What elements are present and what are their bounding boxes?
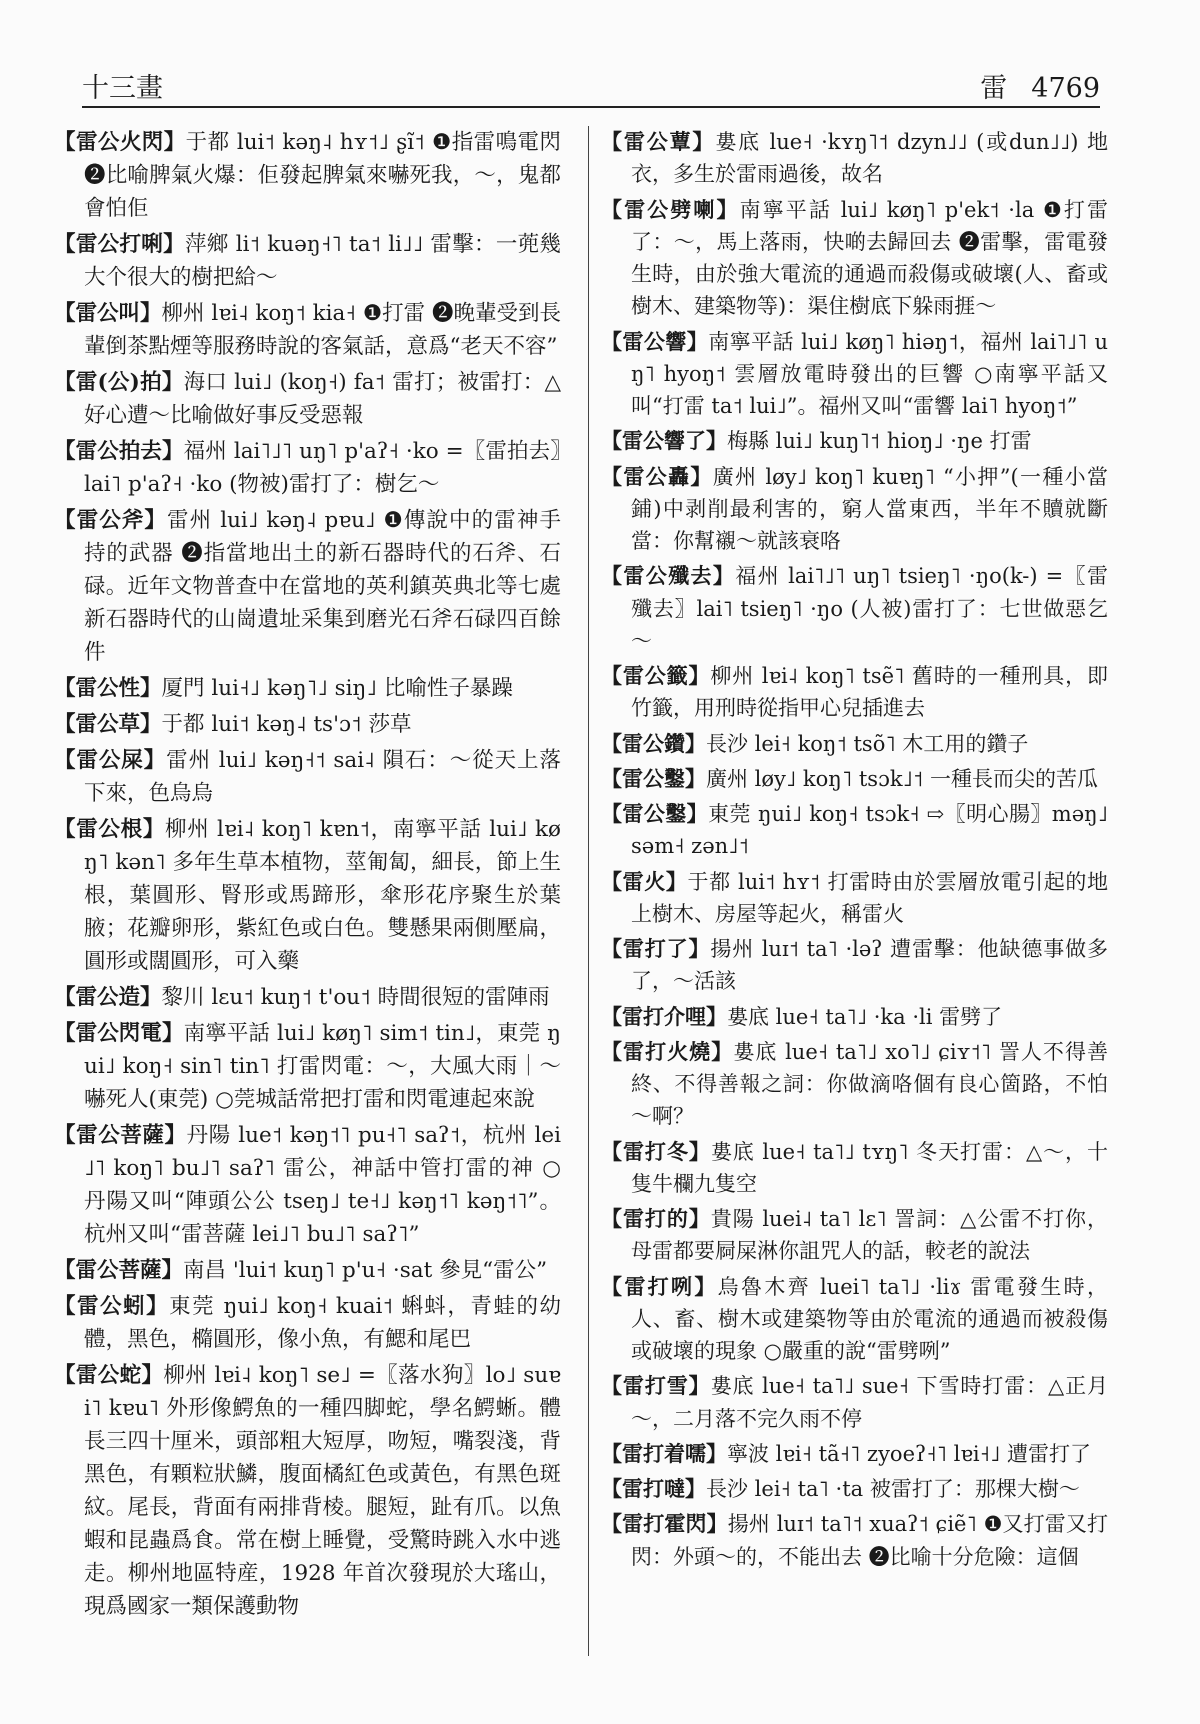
entry-headword: 【雷公叫】	[54, 301, 162, 326]
running-head	[980, 66, 1100, 105]
entry-headword: 【雷打冬】	[601, 1138, 711, 1164]
entry-text: 揚州 luɪ˦ ta˥ ·ləʔ 遭雷擊：他缺德事做多了，～活該	[631, 937, 1108, 994]
left-column	[54, 126, 561, 1626]
entry-headword: 【雷(公)拍】	[54, 370, 184, 395]
entry-headword: 【雷公響了】	[601, 428, 727, 454]
entry	[601, 798, 1108, 863]
entry	[54, 1359, 561, 1623]
entry-headword: 【雷公造】	[54, 985, 162, 1010]
header-rule	[82, 106, 1100, 108]
entry-headword: 【雷公響】	[601, 328, 709, 354]
entry	[54, 1119, 561, 1251]
entry-headword: 【雷公殲去】	[601, 563, 736, 589]
entry	[601, 461, 1108, 558]
entry-text: 長沙 lei˧ koŋ˦ tsõ˥ 木工用的鑽子	[706, 731, 1029, 756]
entry-headword: 【雷打咧】	[601, 1273, 718, 1299]
entry-text: 廣州 løy˩ koŋ˥ kuɐŋ˥ “小押”(一種小當鋪)中剥削最利害的，窮人當東西，半年不贖就斷當：你幫襯～就該衰咯	[631, 464, 1108, 553]
entry	[54, 708, 561, 741]
entry	[601, 1136, 1108, 1201]
entry	[601, 1438, 1108, 1470]
entry-text: 寧波 lɐi˧ tã˧˥ zyoeʔ˧˥ lɐi˧˩ 遭雷打了	[727, 1441, 1091, 1466]
entry-headword: 【雷公根】	[54, 817, 166, 842]
entry	[601, 194, 1108, 323]
entry-text: 于都 lui˦ kəŋ˨ hʏ˦˩ ʂĩ˦ ❶指雷鳴電閃 ❷比喻脾氣火爆：佢發起脾氣來嚇死我，～，鬼都會怕佢	[84, 130, 561, 221]
entry-headword: 【雷公打唎】	[54, 232, 185, 257]
entry	[601, 1203, 1108, 1268]
entry	[601, 326, 1108, 423]
entry-headword: 【雷打霍閃】	[601, 1511, 728, 1537]
entry-text: 丹陽 lue˦ kəŋ˦˥ pu˧˥ saʔ˦，杭州 lei˩˥ koŋ˥ bu˩˥ saʔ˥ 雷公，神話中管打雷的神 ○丹陽又叫“陣頭公公 tseŋ˩ te˧˩ kəŋ˦˥ kəŋ˦˥”。杭州又叫“雷菩薩 lei˩˥ bu˩˥ saʔ˥”	[84, 1123, 561, 1247]
entry	[601, 425, 1108, 457]
entry-text: 于都 lui˦ kəŋ˨ ts'ɔ˦ 莎草	[161, 712, 412, 737]
entry-text: 貴陽 luei˨ ta˥ lɛ˥ 詈詞：△公雷不打你，母雷都要屙屎淋你詛咒人的話，較老的說法	[631, 1207, 1109, 1264]
entry-text: 婁底 lue˧ ta˥˩ xo˥˩ ɕiʏ˦˥ 詈人不得善終、不得善報之詞：你做滴咯個有良心箇路，不怕～啊？	[631, 1039, 1109, 1129]
entry-headword: 【雷公草】	[54, 712, 162, 737]
entry-text: 婁底 lue˧ ta˥˩ sue˧ 下雪時打雷：△正月～，二月落不完久雨不停	[631, 1374, 1109, 1431]
entry-text: 柳州 lɐi˨ koŋ˥ tsẽ˥ 舊時的一種刑具，即竹籤，用刑時從指甲心兒插進去	[631, 664, 1108, 721]
entry	[54, 1290, 561, 1356]
entry-headword: 【雷公鑿】	[601, 765, 706, 791]
entry-headword: 【雷打雪】	[601, 1373, 711, 1399]
entry-headword: 【雷公蕈】	[601, 129, 716, 154]
entry	[601, 1370, 1108, 1435]
entry-text: 福州 lai˥˩˥ uŋ˥ p'aʔ˧ ·ko =〖雷拍去〗lai˥ p'aʔ˧ ·ko (物被)雷打了：樹乞～	[84, 439, 561, 497]
entry-text: 南昌 'lui˦ kuŋ˥ p'u˧ ·sat 參見“雷公”	[183, 1258, 548, 1283]
entry	[601, 660, 1108, 725]
entry-headword: 【雷公籤】	[601, 663, 711, 688]
entry-text: 黎川 lɛu˦ kuŋ˦ t'ou˦ 時間很短的雷陣雨	[161, 985, 550, 1010]
entry-headword: 【雷公菩薩】	[54, 1123, 187, 1148]
entry-text: 萍鄉 li˦ kuəŋ˧˥ ta˦ li˩˩ 雷擊：一蔸幾大个很大的樹把給～	[84, 232, 561, 290]
entry	[54, 1017, 561, 1116]
entry-text: 柳州 lɐi˨ koŋ˥ se˩ =〖落水狗〗lo˩ suɐi˥ kɐu˥ 外形像鰐魚的一種四脚蛇，學名鰐蜥。體長三四十厘米，頭部粗大短厚，吻短，嘴裂淺，背黑色，有顆粒狀鱗，腹面橘紅色或黃色，有黑色斑紋。尾長，背面有兩排背棱。腿短，趾有爪。以魚蝦和昆蟲爲食。常在樹上睡覺，受驚時跳入水中逃走。柳州地區特産，1928 年首次發現於大瑤山，現爲國家一類保護動物	[84, 1363, 561, 1619]
entry-headword: 【雷公劈喇】	[601, 196, 740, 222]
entry-headword: 【雷打火燒】	[601, 1038, 734, 1064]
page-header	[82, 60, 1100, 104]
entry-headword: 【雷火】	[601, 868, 688, 894]
entry-text: 南寧平話 lui˩ køŋ˥ hiəŋ˦，福州 lai˥˩˥ uŋ˥ hyoŋ˦ 雲層放電時發出的巨響 ○南寧平話又叫“打雷 ta˦ lui˩”。福州又叫“雷響 lai˥ hyoŋ˦”	[631, 329, 1108, 418]
entry-text: 雷州 lui˩ kəŋ˨ pɐu˩ ❶傳說中的雷神手持的武器 ❷指當地出土的新石器時代的石斧、石碌。近年文物普查中在當地的英利鎮英典北等七處新石器時代的山崗遺址采集到磨光石斧石碌四百餘件	[84, 508, 561, 665]
entry	[54, 366, 561, 432]
entry	[601, 1473, 1108, 1505]
entry-headword: 【雷打了】	[601, 936, 711, 961]
entry-text: 南寧平話 lui˩ køŋ˥ p'ek˦ ·la ❶打雷了：～，馬上落雨，快啲去歸回去 ❷雷擊，雷電發生時，由於強大電流的通過而殺傷或破壞(人、畜或樹木、建築物等)：渠住樹底下躲雨捱～	[631, 197, 1108, 319]
entry	[54, 1254, 561, 1287]
entry-headword: 【雷公屎】	[54, 748, 167, 773]
entry-text: 厦門 lui˧˩ kəŋ˥˩ siŋ˩ 比喻性子暴躁	[161, 676, 513, 701]
page-number: 4769	[1031, 73, 1100, 104]
entry	[54, 228, 561, 294]
entry-text: 烏魯木齊 luei˥ ta˥˩ ·liɤ 雷電發生時，人、畜、樹木或建築物等由於電流的通過而被殺傷或破壞的現象 ○嚴重的說“雷劈咧”	[631, 1274, 1108, 1363]
entry	[54, 672, 561, 705]
entry	[601, 933, 1108, 998]
entry	[601, 560, 1108, 657]
entry	[601, 1508, 1108, 1573]
entry	[601, 126, 1108, 191]
entry-headword: 【雷公拍去】	[54, 439, 184, 464]
entry-text: 于都 lui˦ hʏ˦ 打雷時由於雲層放電引起的地上樹木、房屋等起火，稱雷火	[631, 869, 1109, 926]
entry	[54, 504, 561, 669]
entry-text: 雷州 lui˩ kəŋ˧˦ sai˨ 隕石：～從天上落下來，色烏烏	[84, 748, 561, 806]
entry-headword: 【雷公菩薩】	[54, 1258, 184, 1283]
entry-text: 長沙 lei˧ ta˥ ·ta 被雷打了：那棵大樹～	[706, 1477, 1080, 1501]
entry	[601, 1036, 1108, 1133]
entry-headword: 【雷公火閃】	[54, 130, 186, 155]
entry-text: 柳州 lɐi˨ koŋ˦ kia˧ ❶打雷 ❷晚輩受到長輩倒茶點煙等服務時說的客氣話，意爲“老天不容”	[84, 301, 561, 359]
entry-headword: 【雷公斧】	[54, 508, 168, 533]
entry	[601, 728, 1108, 760]
entry-headword: 【雷公蛇】	[54, 1363, 164, 1388]
entry-text: 柳州 lɐi˨ koŋ˥ kɐn˦，南寧平話 lui˩ køŋ˥ kən˥ 多年生草本植物，莖匍匐，細長，節上生根，葉圓形、腎形或馬蹄形，傘形花序聚生於葉腋；花瓣卵形，紫紅色或白色。雙懸果兩側壓扁，圓形或闊圓形，可入藥	[84, 817, 561, 974]
entry	[54, 981, 561, 1014]
head-character: 雷	[980, 73, 1008, 104]
entry	[54, 744, 561, 810]
entry-headword: 【雷打介哩】	[601, 1003, 727, 1029]
entry-text: 東莞 ŋui˩ koŋ˧ tsɔk˧ ⇨〖明心腸〗məŋ˩ səm˧ zən˩˦	[631, 802, 1109, 859]
entry-text: 福州 lai˥˩˥ uŋ˥ tsieŋ˥ ·ŋo(k-) =〖雷殲去〗lai˥ tsieŋ˥ ·ŋo (人被)雷打了：七世做惡乞～	[631, 564, 1109, 653]
entry-text: 海口 lui˩ (koŋ˧) fa˦ 雷打；被雷打：△好心遭～比喻做好事反受惡報	[84, 370, 561, 428]
entry	[601, 866, 1108, 931]
entry-headword: 【雷公閃電】	[54, 1021, 184, 1046]
entry	[54, 126, 561, 225]
entry-text: 婁底 lue˧ ta˥˩ tʏŋ˥ 冬天打雷：△～，十隻牛欄九隻空	[631, 1139, 1109, 1196]
entry-text: 南寧平話 lui˩ køŋ˥ sim˦ tin˩，東莞 ŋui˩ koŋ˧ sin˥ tin˥ 打雷閃電：～，大風大雨｜～嚇死人(東莞) ○莞城話常把打雷和閃電連起來說	[84, 1021, 561, 1112]
column-divider	[588, 126, 589, 1656]
entry-text: 廣州 løy˩ koŋ˥ tsɔk˩˦ 一種長而尖的苦瓜	[706, 766, 1098, 791]
entry	[601, 1271, 1108, 1368]
entry-headword: 【雷打的】	[601, 1206, 711, 1231]
entry	[601, 763, 1108, 795]
entry-text: 婁底 lue˧ ·kʏŋ˥˦ dzyn˩˩ (或dun˩˩) 地衣，多生於雷雨過後，故名	[631, 130, 1108, 187]
entry	[54, 435, 561, 501]
entry-headword: 【雷公鑿】	[601, 801, 709, 826]
entry-headword: 【雷公鑽】	[601, 730, 706, 756]
entry	[54, 813, 561, 978]
entry-headword: 【雷打噠】	[601, 1476, 706, 1501]
entry-headword: 【雷打着嚅】	[601, 1440, 727, 1466]
entry	[54, 297, 561, 363]
right-column	[601, 126, 1108, 1576]
entry-text: 婁底 lue˧ ta˥˩ ·ka ·li 雷劈了	[727, 1004, 1003, 1029]
entry-headword: 【雷公轟】	[601, 463, 713, 489]
section-label: 十三畫	[82, 73, 163, 104]
entry-text: 梅縣 lui˩ kuŋ˥˦ hioŋ˩ ·ŋe 打雷	[727, 429, 1032, 454]
entry-text: 東莞 ŋui˩ koŋ˧ kuai˦ 蝌蚪，青蛙的幼體，黑色，橢圓形，像小魚，有鰓和尾巴	[84, 1294, 561, 1352]
entry	[601, 1001, 1108, 1033]
entry-headword: 【雷公蚓】	[54, 1294, 170, 1319]
entry-headword: 【雷公性】	[54, 676, 162, 701]
entry-text: 揚州 luɪ˦ ta˥˦ xuaʔ˦ ɕiẽ˥ ❶又打雷又打閃：外頭～的，不能出去 ❷比喻十分危險：這個	[631, 1512, 1109, 1569]
